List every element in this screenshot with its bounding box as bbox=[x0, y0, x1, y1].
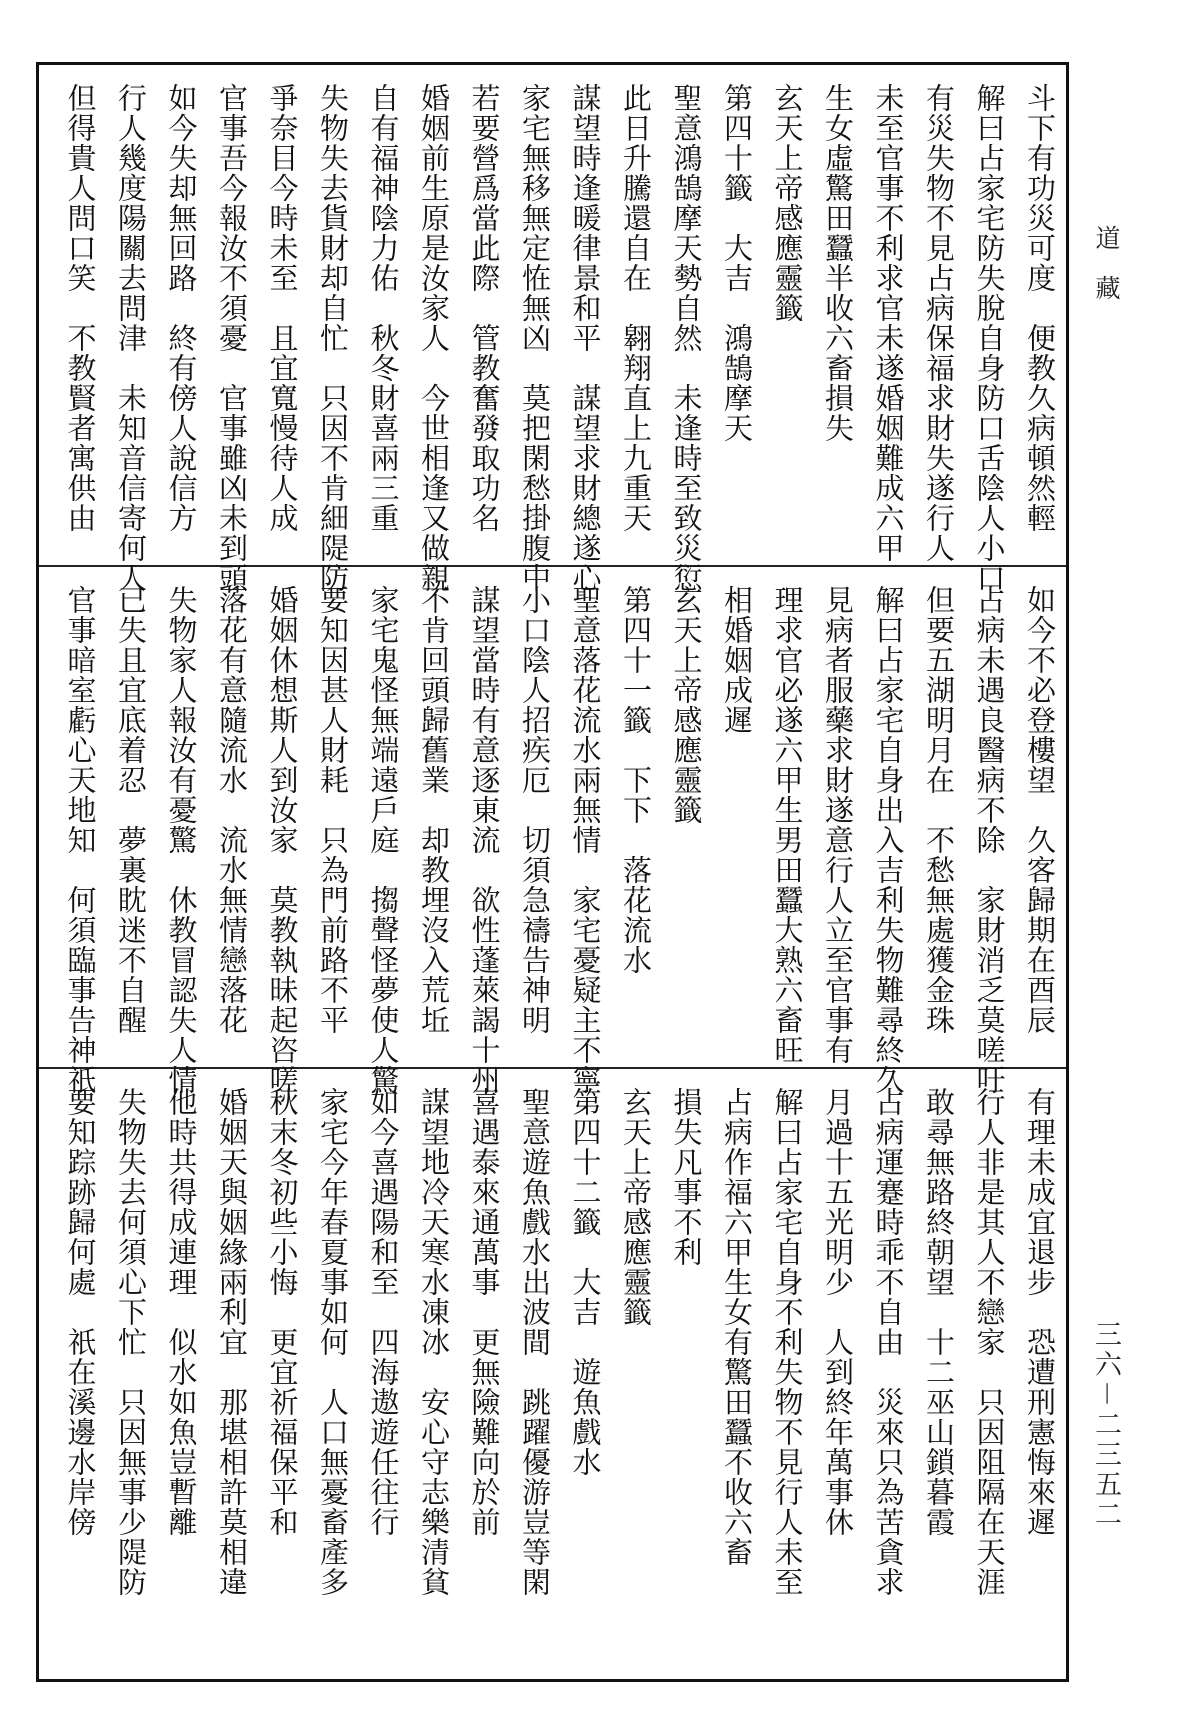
text-column: 第四十籤 大吉 鴻鵠摩天 bbox=[720, 83, 754, 443]
text-column: 如今喜遇陽和至 四海遨遊任往行 bbox=[366, 1087, 401, 1537]
text-column: 婚姻休想斯人到汝家 莫教執昧起咨嗟 bbox=[265, 585, 300, 1095]
text-column: 解曰占家宅防失脫自身防口舌陰人小口 bbox=[972, 83, 1007, 593]
text-column: 失物失去貨財却自忙 只因不肯細隄防 bbox=[316, 83, 350, 593]
text-column: 第四十二籤 大吉 遊魚戲水 bbox=[568, 1087, 603, 1477]
text-column: 聖意遊魚戲水出波間 跳躍優游豈等閑 bbox=[518, 1087, 552, 1597]
text-column: 失物失去何須心下忙 只因無事少隄防 bbox=[114, 1087, 148, 1597]
section-42 bbox=[39, 1069, 1066, 1679]
text-column: 他時共得成連理 似水如魚豈暫離 bbox=[164, 1087, 199, 1537]
text-column: 有災失物不見占病保福求財失遂行人 bbox=[922, 83, 956, 563]
text-column: 玄天上帝感應靈籤 bbox=[619, 1087, 653, 1327]
text-column: 行人幾度陽關去問津 未知音信寄何人 bbox=[114, 83, 148, 593]
section-40 bbox=[39, 65, 1066, 593]
text-column: 有理未成宜退步 恐遭刑憲悔來遲 bbox=[1023, 1087, 1057, 1537]
margin-title: 道 藏 bbox=[1092, 225, 1121, 300]
text-column: 第四十一籤 下下 落花流水 bbox=[619, 585, 653, 975]
text-column: 要知因甚人財耗 只為門前路不平 bbox=[316, 585, 350, 1035]
text-column: 占病未遇良醫病不除 家財消乏莫嗟吁 bbox=[972, 585, 1007, 1095]
text-column: 月過十五光明少 人到終年萬事休 bbox=[821, 1087, 855, 1537]
text-column: 敢尋無路終朝望 十二巫山鎖暮霞 bbox=[922, 1087, 956, 1537]
text-column: 生女虛驚田蠶半收六畜損失 bbox=[821, 83, 855, 443]
text-column: 爭奈目今時未至 且宜寬慢待人成 bbox=[265, 83, 300, 533]
text-column: 占病運蹇時乖不自由 災來只為苦貪求 bbox=[871, 1087, 906, 1597]
text-column: 官事吾今報汝不須憂 官事雖凶未到頭 bbox=[215, 83, 249, 593]
text-column: 占病作福六甲生女有驚田蠶不收六畜 bbox=[720, 1087, 754, 1567]
text-column: 不肯回頭歸舊業 却教埋沒入荒坵 bbox=[417, 585, 451, 1035]
text-frame bbox=[36, 62, 1069, 1682]
text-column: 落花有意隨流水 流水無情戀落花 bbox=[215, 585, 249, 1035]
text-column: 行人非是其人不戀家 只因阻隔在天涯 bbox=[972, 1087, 1007, 1597]
text-column: 謀望時逢暖律景和平 謀望求財總遂心 bbox=[568, 83, 603, 593]
text-column: 斗下有功災可度 便教久病頓然輕 bbox=[1023, 83, 1057, 533]
text-column: 婚姻前生原是汝家人 今世相逢又做親 bbox=[417, 83, 451, 593]
text-column: 解曰占家宅自身出入吉利失物難尋終久 bbox=[871, 585, 906, 1095]
text-column: 相婚姻成遲 bbox=[720, 585, 754, 735]
text-column: 謀望當時有意逐東流 欲性蓬萊謁十州 bbox=[467, 585, 502, 1095]
text-column: 如今失却無回路 終有傍人說信方 bbox=[164, 83, 199, 533]
text-column: 秋末冬初些小悔 更宜祈福保平和 bbox=[265, 1087, 300, 1537]
text-column: 官事暗室虧心天地知 何須臨事告神祇 bbox=[63, 585, 98, 1095]
text-column: 未至官事不利求官未遂婚姻難成六甲 bbox=[871, 83, 906, 563]
text-column: 此日升騰還自在 翱翔直上九重天 bbox=[619, 83, 653, 533]
text-column: 自有福神陰力佑 秋冬財喜兩三重 bbox=[366, 83, 401, 533]
text-column: 要知踪跡歸何處 祇在溪邊水岸傍 bbox=[63, 1087, 98, 1537]
text-column: 若要營爲當此際 管教奮發取功名 bbox=[467, 83, 502, 533]
text-column: 如今不必登樓望 久客歸期在酉辰 bbox=[1023, 585, 1057, 1035]
margin-page-number: 三六－二三五二 bbox=[1090, 1320, 1121, 1530]
text-column: 見病者服藥求財遂意行人立至官事有 bbox=[821, 585, 855, 1065]
text-column: 玄天上帝感應靈籤 bbox=[669, 585, 704, 825]
text-column: 聖意鴻鵠摩天勢自然 未逢時至致災愆 bbox=[669, 83, 704, 593]
section-41 bbox=[39, 567, 1066, 1095]
text-column: 婚姻天與姻緣兩利宜 那堪相許莫相違 bbox=[215, 1087, 249, 1597]
text-column: 解曰占家宅自身不利失物不見行人未至 bbox=[770, 1087, 805, 1597]
text-column: 玄天上帝感應靈籤 bbox=[770, 83, 805, 323]
text-column: 但要五湖明月在 不愁無處獲金珠 bbox=[922, 585, 956, 1035]
text-column: 家宅今年春夏事如何 人口無憂畜產多 bbox=[316, 1087, 350, 1597]
text-column: 喜遇泰來通萬事 更無險難向於前 bbox=[467, 1087, 502, 1537]
text-column: 損失凡事不利 bbox=[669, 1087, 704, 1267]
text-column: 已失且宜底着忍 夢裏眈迷不自醒 bbox=[114, 585, 148, 1035]
text-column: 謀望地冷天寒水凍冰 安心守志樂清貧 bbox=[417, 1087, 451, 1597]
text-column: 失物家人報汝有憂驚 休教冒認失人情 bbox=[164, 585, 199, 1095]
text-column: 家宅無移無定恠無凶 莫把閑愁掛腹中 bbox=[518, 83, 552, 593]
text-column: 但得貴人問口笑 不教賢者寓供由 bbox=[63, 83, 98, 533]
text-column: 小口陰人招疾厄 切須急禱告神明 bbox=[518, 585, 552, 1035]
text-column: 理求官必遂六甲生男田蠶大熟六畜旺 bbox=[770, 585, 805, 1065]
text-column: 家宅鬼怪無端遠戶庭 搊聲怪夢使人驚 bbox=[366, 585, 401, 1095]
text-column: 聖意落花流水兩無情 家宅憂疑主不寧 bbox=[568, 585, 603, 1095]
